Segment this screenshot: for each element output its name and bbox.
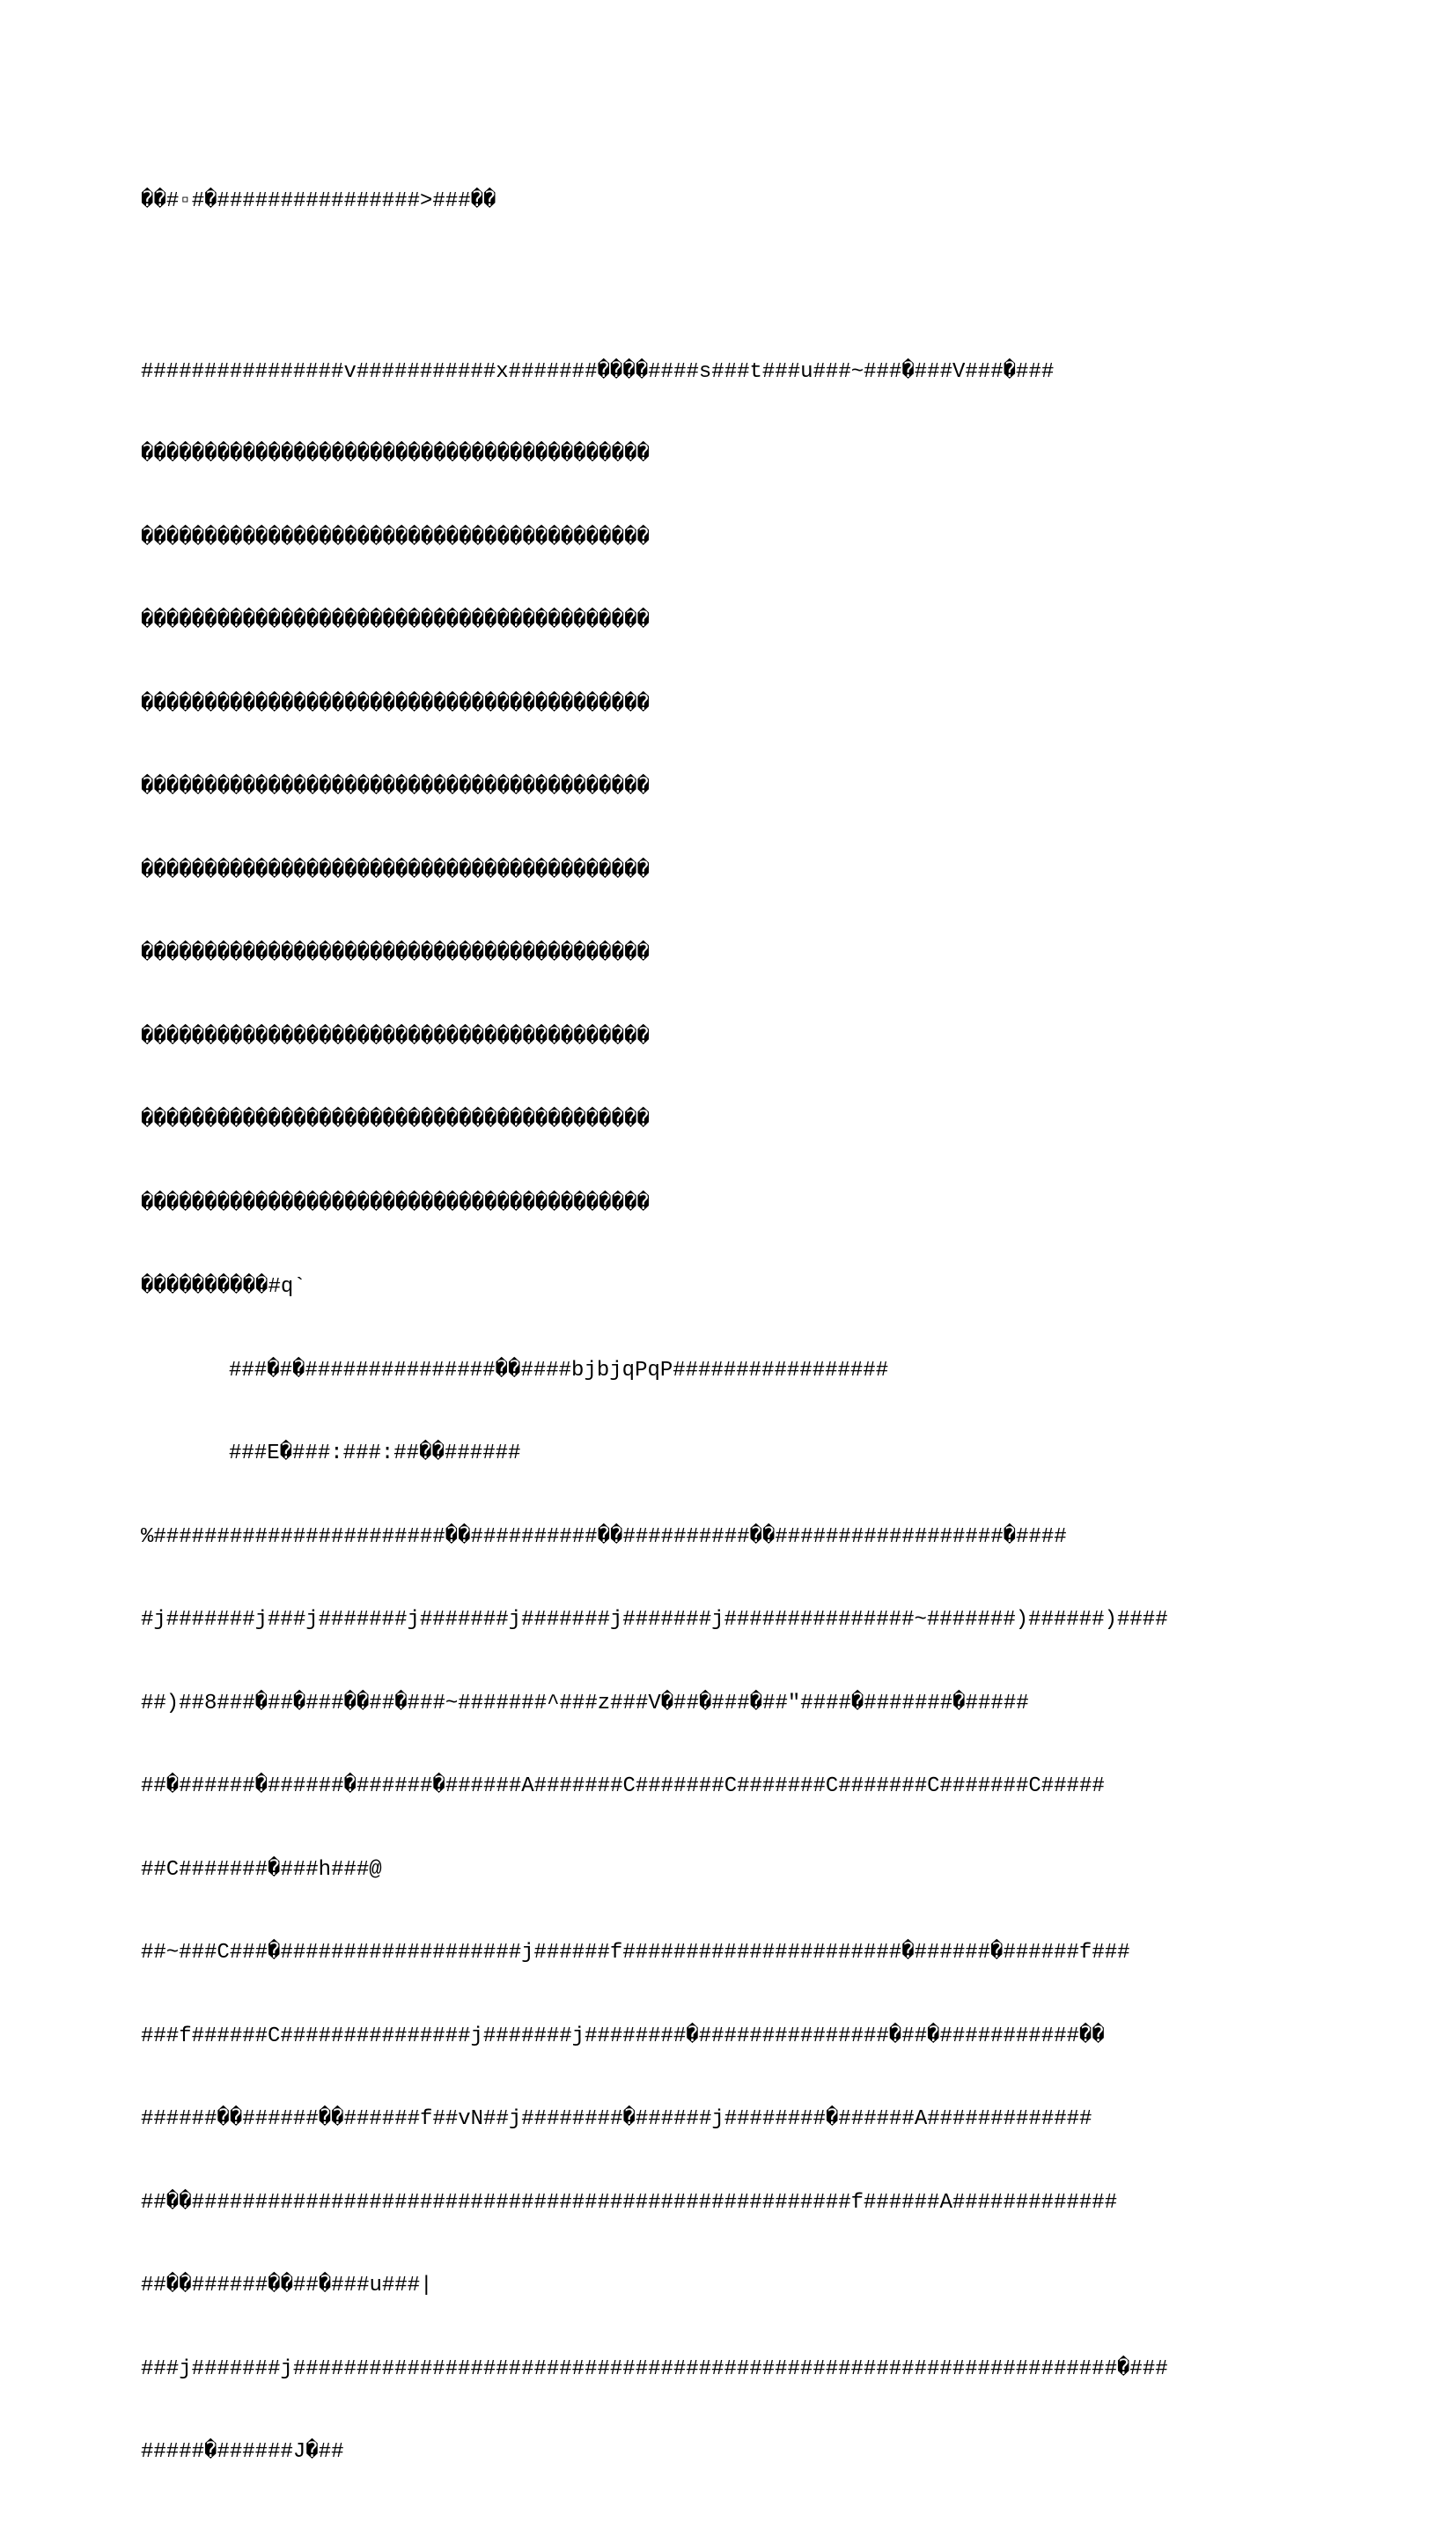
text-line: ���������������������������������������� [141, 859, 650, 883]
text-line: ######��######��######f##vN##j########�######j########�######A############# [141, 2107, 1092, 2131]
text-line: ���������������������������������������� [141, 526, 650, 550]
text-line: ##��######��##�###u###| [141, 2274, 433, 2297]
text-line: ���������������������������������������� [141, 609, 650, 633]
text-line: ##C#######�###h###@ [141, 1857, 382, 1882]
indented-text-line: ###E�###:###:##��###### [229, 1442, 521, 1465]
text-line: %#######################��##########��##########��##################�#### [141, 1524, 1067, 1549]
text-line: ���������������������������������������� [141, 1109, 650, 1132]
text-line: ##~###C###�###################j######f######################�######�######f### [141, 1941, 1130, 1965]
text-line: ���������������������������������������� [141, 1025, 650, 1050]
text-line: ###j#######j#################################################################�### [141, 2356, 1168, 2381]
text-line: ###f######C###############j#######j########�###############�##�###########�� [141, 2024, 1105, 2048]
text-line: ���������������������������������������� [141, 776, 650, 800]
text-line: ##)##8###�##�###��##�###~#######^###z###V�##�###�##"####�#######�##### [141, 1691, 1029, 1715]
paragraph-gap [141, 271, 1373, 303]
text-line: ����������#q` [141, 1275, 306, 1299]
text-line: ##��####################################################f######A############# [141, 2190, 1118, 2215]
document-body [141, 132, 1373, 2522]
document-heading: ��#▫#�################>###�� [141, 189, 496, 213]
text-line: ���������������������������������������� [141, 1191, 650, 1216]
indented-text-line: ###�#�###############��####bjbjqPqP################# [229, 1358, 889, 1383]
text-line: ##�######�######�######�######A#######C#######C#######C#######C#######C##### [141, 1774, 1105, 1798]
text-line: ���������������������������������������� [141, 443, 650, 467]
text-line: ���������������������������������������� [141, 942, 650, 966]
text-line: ���������������������������������������� [141, 692, 650, 717]
text-line: ################v###########x#######����####s###t###u###~###�###V###�### [141, 359, 1055, 384]
text-line: #j#######j###j#######j#######j#######j#######j###############~#######)######)#### [141, 1608, 1168, 1632]
text-line: #####�######J�## [141, 2440, 344, 2464]
